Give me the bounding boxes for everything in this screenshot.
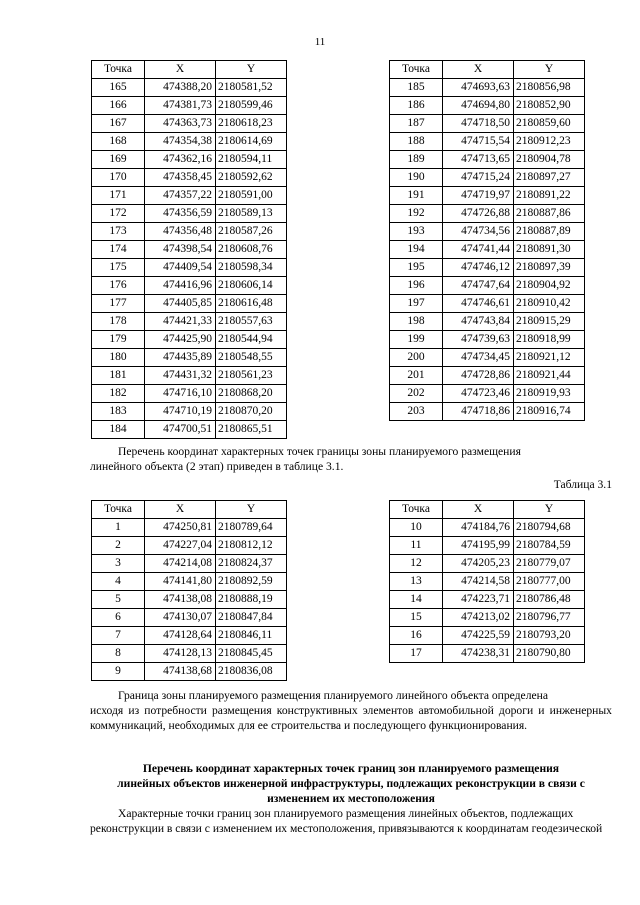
header-y: Y xyxy=(216,61,287,79)
table-row xyxy=(390,591,585,609)
paragraph-line: и инженерных коммуникаций, необходимых для ее строительства и последующего xyxy=(90,704,612,732)
table-row xyxy=(390,259,585,277)
cell-x: 474416,96 xyxy=(145,277,216,295)
cell-point: 8 xyxy=(92,645,145,663)
cell-y: 2180779,07 xyxy=(514,555,585,573)
cell-x: 474356,59 xyxy=(145,205,216,223)
cell-point: 171 xyxy=(92,187,145,205)
cell-x: 474128,13 xyxy=(145,645,216,663)
coordinates-table-10-17 xyxy=(389,500,585,663)
cell-x: 474141,80 xyxy=(145,573,216,591)
cell-y: 2180915,29 xyxy=(514,313,585,331)
cell-point: 194 xyxy=(390,241,443,259)
table-row xyxy=(390,385,585,403)
cell-point: 169 xyxy=(92,151,145,169)
cell-point: 17 xyxy=(390,645,443,663)
cell-y: 2180888,19 xyxy=(216,591,287,609)
cell-x: 474250,81 xyxy=(145,519,216,537)
table-row xyxy=(92,187,287,205)
paragraph-line: функционирования. xyxy=(428,719,528,732)
cell-x: 474716,10 xyxy=(145,385,216,403)
cell-x: 474195,99 xyxy=(443,537,514,555)
table-row xyxy=(92,349,287,367)
cell-y: 2180916,74 xyxy=(514,403,585,421)
paragraph-boundary-description xyxy=(90,688,612,733)
cell-x: 474715,24 xyxy=(443,169,514,187)
cell-y: 2180891,30 xyxy=(514,241,585,259)
header-point: Точка xyxy=(92,501,145,519)
cell-point: 14 xyxy=(390,591,443,609)
cell-point: 9 xyxy=(92,663,145,681)
cell-y: 2180793,20 xyxy=(514,627,585,645)
cell-y: 2180824,37 xyxy=(216,555,287,573)
table-row xyxy=(390,609,585,627)
table-row xyxy=(390,537,585,555)
cell-y: 2180618,23 xyxy=(216,115,287,133)
cell-point: 185 xyxy=(390,79,443,97)
cell-x: 474128,64 xyxy=(145,627,216,645)
table-row xyxy=(92,537,287,555)
cell-y: 2180921,44 xyxy=(514,367,585,385)
cell-x: 474225,59 xyxy=(443,627,514,645)
cell-point: 175 xyxy=(92,259,145,277)
cell-y: 2180589,13 xyxy=(216,205,287,223)
cell-y: 2180587,26 xyxy=(216,223,287,241)
cell-x: 474409,54 xyxy=(145,259,216,277)
cell-x: 474747,64 xyxy=(443,277,514,295)
cell-point: 2 xyxy=(92,537,145,555)
table-row xyxy=(390,241,585,259)
cell-y: 2180847,84 xyxy=(216,609,287,627)
cell-x: 474138,68 xyxy=(145,663,216,681)
cell-y: 2180845,45 xyxy=(216,645,287,663)
cell-x: 474435,89 xyxy=(145,349,216,367)
header-y: Y xyxy=(514,501,585,519)
cell-y: 2180561,23 xyxy=(216,367,287,385)
table-header-row xyxy=(390,61,585,79)
cell-y: 2180557,63 xyxy=(216,313,287,331)
cell-point: 172 xyxy=(92,205,145,223)
table-row xyxy=(390,97,585,115)
cell-point: 10 xyxy=(390,519,443,537)
table-row xyxy=(92,241,287,259)
cell-point: 173 xyxy=(92,223,145,241)
cell-x: 474718,50 xyxy=(443,115,514,133)
table-row xyxy=(390,277,585,295)
paragraph-line: реконструкции в связи с изменением их местоположения, привязываются к координатам геодезической xyxy=(90,822,603,835)
cell-x: 474381,73 xyxy=(145,97,216,115)
cell-x: 474362,16 xyxy=(145,151,216,169)
cell-point: 165 xyxy=(92,79,145,97)
table-row xyxy=(390,205,585,223)
cell-x: 474238,31 xyxy=(443,645,514,663)
header-x: X xyxy=(443,501,514,519)
coordinates-table-1-9 xyxy=(91,500,287,681)
cell-y: 2180887,89 xyxy=(514,223,585,241)
table-row xyxy=(92,591,287,609)
cell-x: 474138,08 xyxy=(145,591,216,609)
cell-point: 193 xyxy=(390,223,443,241)
cell-x: 474715,54 xyxy=(443,133,514,151)
cell-y: 2180912,23 xyxy=(514,133,585,151)
table-row xyxy=(92,385,287,403)
cell-point: 180 xyxy=(92,349,145,367)
cell-y: 2180870,20 xyxy=(216,403,287,421)
cell-point: 7 xyxy=(92,627,145,645)
page-number: 11 xyxy=(314,36,326,48)
cell-x: 474723,46 xyxy=(443,385,514,403)
cell-y: 2180544,94 xyxy=(216,331,287,349)
header-x: X xyxy=(443,61,514,79)
cell-x: 474743,84 xyxy=(443,313,514,331)
cell-y: 2180598,34 xyxy=(216,259,287,277)
header-y: Y xyxy=(216,501,287,519)
cell-point: 186 xyxy=(390,97,443,115)
cell-point: 16 xyxy=(390,627,443,645)
cell-point: 168 xyxy=(92,133,145,151)
cell-y: 2180784,59 xyxy=(514,537,585,555)
table-row xyxy=(390,187,585,205)
cell-x: 474726,88 xyxy=(443,205,514,223)
cell-point: 191 xyxy=(390,187,443,205)
cell-x: 474398,54 xyxy=(145,241,216,259)
cell-x: 474700,51 xyxy=(145,421,216,439)
cell-y: 2180789,64 xyxy=(216,519,287,537)
paragraph-table-reference xyxy=(90,444,612,474)
table-row xyxy=(390,403,585,421)
heading-line: Перечень координат характерных точек границ зон планируемого размещения xyxy=(142,762,560,775)
cell-y: 2180606,14 xyxy=(216,277,287,295)
header-point: Точка xyxy=(390,501,443,519)
table-row xyxy=(92,295,287,313)
table-row xyxy=(92,277,287,295)
cell-point: 203 xyxy=(390,403,443,421)
table-row xyxy=(92,609,287,627)
section-heading xyxy=(90,761,612,806)
cell-x: 474728,86 xyxy=(443,367,514,385)
paragraph-line: Характерные точки границ зон планируемого размещения линейных объектов, подлежащих xyxy=(118,807,574,820)
table-row xyxy=(390,79,585,97)
table-row xyxy=(92,645,287,663)
cell-x: 474739,63 xyxy=(443,331,514,349)
table-row xyxy=(390,133,585,151)
table-row xyxy=(92,331,287,349)
cell-x: 474357,22 xyxy=(145,187,216,205)
table-row xyxy=(390,331,585,349)
cell-point: 4 xyxy=(92,573,145,591)
table-row xyxy=(92,151,287,169)
cell-x: 474356,48 xyxy=(145,223,216,241)
table-row xyxy=(92,421,287,439)
cell-y: 2180921,12 xyxy=(514,349,585,367)
cell-x: 474213,02 xyxy=(443,609,514,627)
cell-x: 474388,20 xyxy=(145,79,216,97)
cell-point: 189 xyxy=(390,151,443,169)
table-row xyxy=(92,97,287,115)
cell-x: 474694,80 xyxy=(443,97,514,115)
table-header-row xyxy=(92,501,287,519)
cell-point: 170 xyxy=(92,169,145,187)
cell-y: 2180868,20 xyxy=(216,385,287,403)
table-row xyxy=(92,519,287,537)
table-row xyxy=(92,259,287,277)
table-row xyxy=(92,573,287,591)
cell-y: 2180918,99 xyxy=(514,331,585,349)
cell-x: 474734,56 xyxy=(443,223,514,241)
cell-point: 200 xyxy=(390,349,443,367)
table-row xyxy=(92,205,287,223)
cell-y: 2180594,11 xyxy=(216,151,287,169)
cell-point: 174 xyxy=(92,241,145,259)
cell-x: 474719,97 xyxy=(443,187,514,205)
cell-y: 2180592,62 xyxy=(216,169,287,187)
cell-y: 2180608,76 xyxy=(216,241,287,259)
cell-point: 12 xyxy=(390,555,443,573)
cell-point: 179 xyxy=(92,331,145,349)
cell-x: 474734,45 xyxy=(443,349,514,367)
table-header-row xyxy=(92,61,287,79)
header-x: X xyxy=(145,501,216,519)
cell-point: 187 xyxy=(390,115,443,133)
table-row xyxy=(390,223,585,241)
cell-x: 474184,76 xyxy=(443,519,514,537)
paragraph-characteristic-points xyxy=(90,806,612,836)
table-row xyxy=(92,223,287,241)
cell-point: 190 xyxy=(390,169,443,187)
cell-x: 474214,58 xyxy=(443,573,514,591)
table-row xyxy=(92,627,287,645)
paragraph-line: Перечень координат характерных точек границы зоны планируемого размещения xyxy=(118,445,521,458)
cell-y: 2180777,00 xyxy=(514,573,585,591)
table-row xyxy=(92,367,287,385)
header-x: X xyxy=(145,61,216,79)
heading-line: линейных объектов инженерной инфраструктуры, подлежащих реконструкции в связи с xyxy=(117,777,585,790)
cell-x: 474358,45 xyxy=(145,169,216,187)
cell-y: 2180836,08 xyxy=(216,663,287,681)
cell-y: 2180891,22 xyxy=(514,187,585,205)
table-row xyxy=(92,133,287,151)
cell-x: 474227,04 xyxy=(145,537,216,555)
table-row xyxy=(390,555,585,573)
cell-y: 2180892,59 xyxy=(216,573,287,591)
cell-x: 474713,65 xyxy=(443,151,514,169)
cell-point: 201 xyxy=(390,367,443,385)
cell-point: 184 xyxy=(92,421,145,439)
header-point: Точка xyxy=(390,61,443,79)
cell-y: 2180852,90 xyxy=(514,97,585,115)
cell-x: 474693,63 xyxy=(443,79,514,97)
cell-y: 2180794,68 xyxy=(514,519,585,537)
cell-y: 2180581,52 xyxy=(216,79,287,97)
table-row xyxy=(390,627,585,645)
table-row xyxy=(92,313,287,331)
cell-point: 197 xyxy=(390,295,443,313)
paragraph-line: Граница зоны планируемого размещения планируемого линейного объекта определена xyxy=(118,689,548,702)
cell-point: 183 xyxy=(92,403,145,421)
cell-y: 2180616,48 xyxy=(216,295,287,313)
table-row xyxy=(92,79,287,97)
cell-x: 474710,19 xyxy=(145,403,216,421)
cell-x: 474205,23 xyxy=(443,555,514,573)
cell-x: 474421,33 xyxy=(145,313,216,331)
cell-point: 192 xyxy=(390,205,443,223)
table-row xyxy=(390,115,585,133)
cell-point: 182 xyxy=(92,385,145,403)
cell-y: 2180856,98 xyxy=(514,79,585,97)
cell-x: 474223,71 xyxy=(443,591,514,609)
cell-point: 167 xyxy=(92,115,145,133)
cell-y: 2180548,55 xyxy=(216,349,287,367)
cell-y: 2180790,80 xyxy=(514,645,585,663)
table-row xyxy=(390,367,585,385)
cell-y: 2180812,12 xyxy=(216,537,287,555)
header-point: Точка xyxy=(92,61,145,79)
cell-y: 2180614,69 xyxy=(216,133,287,151)
cell-point: 196 xyxy=(390,277,443,295)
table-row xyxy=(92,169,287,187)
cell-point: 202 xyxy=(390,385,443,403)
cell-y: 2180897,39 xyxy=(514,259,585,277)
cell-point: 181 xyxy=(92,367,145,385)
cell-x: 474746,12 xyxy=(443,259,514,277)
table-row xyxy=(390,295,585,313)
cell-x: 474425,90 xyxy=(145,331,216,349)
table-row xyxy=(390,169,585,187)
cell-y: 2180859,60 xyxy=(514,115,585,133)
cell-point: 1 xyxy=(92,519,145,537)
cell-y: 2180599,46 xyxy=(216,97,287,115)
paragraph-line: линейного объекта (2 этап) приведен в таблице 3.1. xyxy=(90,460,344,473)
table-row xyxy=(92,403,287,421)
table-header-row xyxy=(390,501,585,519)
cell-y: 2180846,11 xyxy=(216,627,287,645)
table-row xyxy=(390,519,585,537)
cell-y: 2180796,77 xyxy=(514,609,585,627)
table-row xyxy=(92,115,287,133)
cell-x: 474363,73 xyxy=(145,115,216,133)
cell-y: 2180919,93 xyxy=(514,385,585,403)
cell-x: 474214,08 xyxy=(145,555,216,573)
cell-x: 474741,44 xyxy=(443,241,514,259)
cell-point: 11 xyxy=(390,537,443,555)
table-row xyxy=(390,645,585,663)
cell-y: 2180786,48 xyxy=(514,591,585,609)
cell-point: 166 xyxy=(92,97,145,115)
cell-point: 195 xyxy=(390,259,443,277)
cell-y: 2180897,27 xyxy=(514,169,585,187)
cell-y: 2180910,42 xyxy=(514,295,585,313)
table-row xyxy=(390,573,585,591)
table-caption: Таблица 3.1 xyxy=(553,478,612,491)
table-row xyxy=(92,663,287,681)
cell-x: 474746,61 xyxy=(443,295,514,313)
cell-point: 178 xyxy=(92,313,145,331)
table-row xyxy=(390,151,585,169)
paragraph-line: исходя из потребности размещения конструктивных элементов автомобильной дороги xyxy=(90,704,534,717)
cell-x: 474130,07 xyxy=(145,609,216,627)
cell-x: 474718,86 xyxy=(443,403,514,421)
cell-point: 3 xyxy=(92,555,145,573)
cell-y: 2180887,86 xyxy=(514,205,585,223)
cell-x: 474354,38 xyxy=(145,133,216,151)
table-row xyxy=(390,313,585,331)
coordinates-table-165-184 xyxy=(91,60,287,439)
heading-line: изменением их местоположения xyxy=(267,792,435,805)
coordinates-table-185-203 xyxy=(389,60,585,421)
cell-point: 176 xyxy=(92,277,145,295)
cell-point: 188 xyxy=(390,133,443,151)
cell-y: 2180904,78 xyxy=(514,151,585,169)
cell-point: 15 xyxy=(390,609,443,627)
cell-point: 177 xyxy=(92,295,145,313)
cell-x: 474405,85 xyxy=(145,295,216,313)
cell-point: 5 xyxy=(92,591,145,609)
cell-y: 2180904,92 xyxy=(514,277,585,295)
cell-y: 2180865,51 xyxy=(216,421,287,439)
cell-point: 13 xyxy=(390,573,443,591)
cell-y: 2180591,00 xyxy=(216,187,287,205)
table-row xyxy=(92,555,287,573)
header-y: Y xyxy=(514,61,585,79)
cell-x: 474431,32 xyxy=(145,367,216,385)
table-row xyxy=(390,349,585,367)
cell-point: 198 xyxy=(390,313,443,331)
cell-point: 199 xyxy=(390,331,443,349)
cell-point: 6 xyxy=(92,609,145,627)
